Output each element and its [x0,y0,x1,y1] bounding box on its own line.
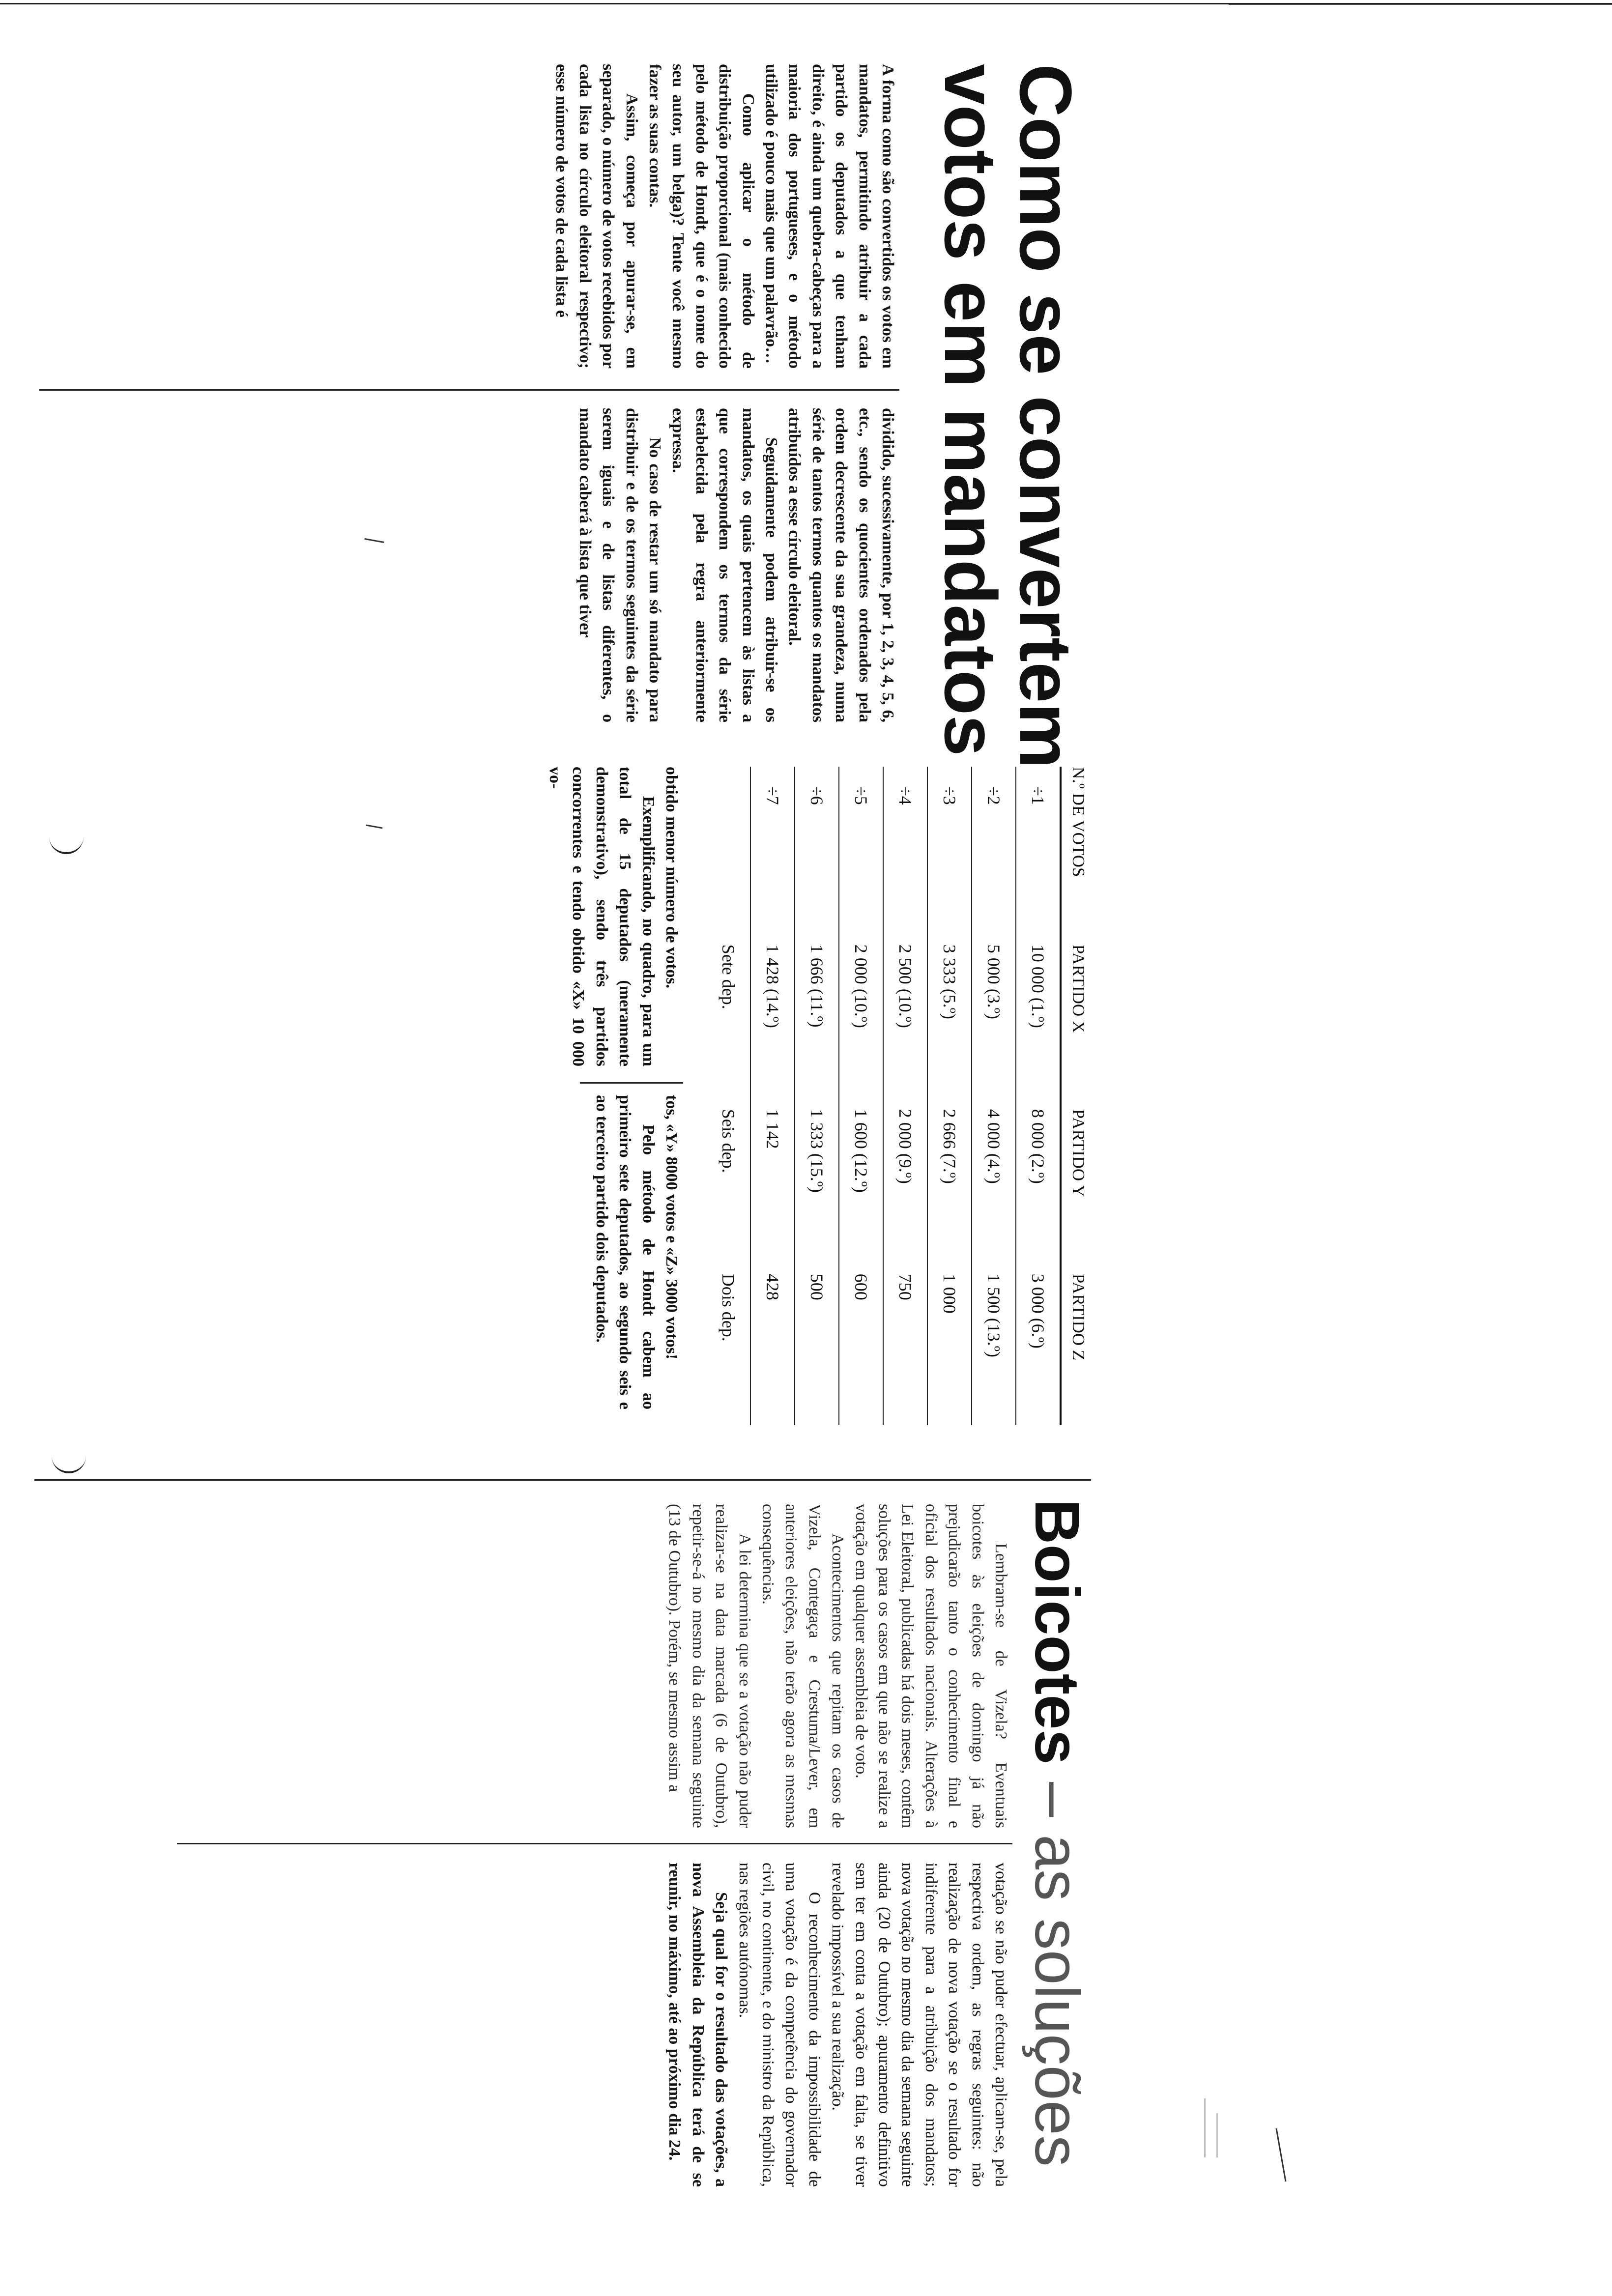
column-header: PARTIDO X [1061,945,1091,1109]
paragraph: A lei determina que se a votação não puder realizar-se na data marcada (6 de Outubro), repetir-se-á no mesmo dia da semana seguinte (13 de Outubro). Porém, se mesmo assim a [665,1504,754,1828]
table-cell: Sete dep. [719,944,738,1009]
table-cell: Seis dep. [719,1109,738,1173]
column-header: N.º DE VOTOS [1061,767,1091,945]
table-cell: Dois dep. [719,1273,738,1342]
table-cell: 2 500 (10.º) [883,945,927,1109]
paragraph: Seja qual for o resultado das votações, a nova Assembleia da República terá de se reunir, no máximo, até ao próximo dia 24. [665,1863,731,2187]
table-cell: 1 000 [927,1274,972,1425]
article-2-column-1 [663,1504,1012,1828]
table-cell: 8 000 (2.º) [1016,1109,1061,1274]
divisor-cell: ÷4 [883,767,927,945]
paragraph: No caso de restar um só mandato para distribuir e de os termos seguintes da série serem iguais e de listas diferentes, o mandato caberá à lista que tiver [576,408,664,722]
table-cell: 10 000 (1.º) [1016,945,1061,1109]
article-divider [34,1479,1091,1481]
divisor-cell: ÷1 [1016,767,1061,945]
paragraph: Lembram-se de Vizela? Eventuais boicotes às eleições de domingo já não prejudicarão tanto o conhecimento final e oficial dos resultados nacionais. Alterações à Lei Eleitoral, publicadas há dois meses, contêm soluções para os casos em que não se realize a votação em qualquer assembleia de voto. [852,1504,1010,1828]
table-cell: 1 666 (11.º) [795,945,839,1109]
table-cell: 750 [883,1274,927,1425]
table-cell: 1 142 [750,1109,795,1274]
article-1-headline-line-1: Como se convertem [1005,64,1087,769]
paragraph: Exemplificando, no quadro, para um total de 15 deputados (meramente demonstrativo), sendo três partidos concorrentes e tendo obtido «X» 10 000 vo- [546,767,658,1066]
article-2-headline-part-2: – as soluções [1022,1782,1092,2167]
paragraph: obtido menor número de votos. [662,767,681,989]
paragraph: O reconhecimento da impossibilidade de uma votação é da competência do governador civil, no continente, e do ministro da República, nas regiões autónomas. [735,1863,824,2187]
paragraph: dividido, sucessivamente, por 1, 2, 3, 4, 5, 6, etc., sendo os quocientes ordenados pela ordem decrescente da sua grandeza, numa série de tantos termos quantos os mandatos atribuídos a esse círculo eleitoral. [785,408,897,722]
article-2-headline-part-1: Boicotes [1022,1499,1092,1765]
table-cell: 2 000 (10.º) [839,945,883,1109]
paragraph: Assim, começa por apurar-se, em separado, o número de votos recebidos por cada lista no círculo eleitoral respectivo; esse número de votos de cada lista é [552,64,641,369]
divisor-cell: ÷7 [750,767,795,945]
table-cell: 500 [795,1274,839,1425]
table-cell: 3 000 (6.º) [1016,1274,1061,1425]
divisor-cell: ÷6 [795,767,839,945]
table-cell: 3 333 (5.º) [927,945,972,1109]
article-1-headline-line-2: votos em mandatos [929,64,1012,756]
paragraph: A forma como são convertidos os votos em mandatos, permitindo atribuir a cada partido os deputados a que tenham direito, é ainda um quebra-cabeças para a maioria dos portugueses, e o método utilizado é pouco mais que um palavrão… [762,64,897,369]
table-cell: 1 500 (13.º) [972,1274,1016,1425]
table-cell: 2 000 (9.º) [883,1109,927,1274]
paragraph: tos, «Y» 8000 votos e «Z» 3000 votos! [662,1095,681,1360]
table-cell: 1 428 (14.º) [750,945,795,1109]
divisor-cell: ÷3 [927,767,972,945]
table-cell: 4 000 (4.º) [972,1109,1016,1274]
paragraph: votação se não puder efectuar, aplicam-se, pela respectiva ordem, as regras seguintes: não realização de nova votação se o resultado for indiferente para a atribuição dos mandatos; nova votação no mesmo dia da semana seguinte ainda (20 de Outubro); apuramento definitivo sem ter em conta a votação em falta, se tiver revelado impossível a sua realização. [829,1863,1010,2187]
paragraph: Pelo método de Hondt cabem ao primeiro sete deputados, ao segundo seis e ao terceiro partido dois deputados. [592,1095,658,1409]
divisor-cell: ÷5 [839,767,883,945]
table-cell: 5 000 (3.º) [972,945,1016,1109]
table-cell: 2 666 (7.º) [927,1109,972,1274]
divisor-cell: ÷2 [972,767,1016,945]
table-cell: 1 600 (12.º) [839,1109,883,1274]
paragraph: Como aplicar o método de distribuição proporcional (mais conhecido pelo método de Hondt, que é o nome do seu autor, um belga)? Tente você mesmo fazer as suas contas. [645,64,757,369]
column-header: PARTIDO Z [1061,1274,1091,1425]
table-cell: 428 [750,1274,795,1425]
article-2-headline [1022,1499,1091,2167]
table-cell: 1 333 (15.º) [795,1109,839,1274]
column-rule [177,1843,1012,1844]
table-cell: 600 [839,1274,883,1425]
paragraph: Acontecimentos que repitam os casos de Vizela, Contegaça e Crestuma/Lever, em anteriores eleições, não terão agora as mesmas consequências. [758,1504,847,1828]
article-2-column-2 [663,1863,1012,2187]
paragraph: Seguidamente podem atribuir-se os mandatos, os quais pertencem às listas a que correspondem os termos da série estabelecida pela regra anteriormente expressa. [669,408,780,722]
column-header: PARTIDO Y [1061,1109,1091,1274]
